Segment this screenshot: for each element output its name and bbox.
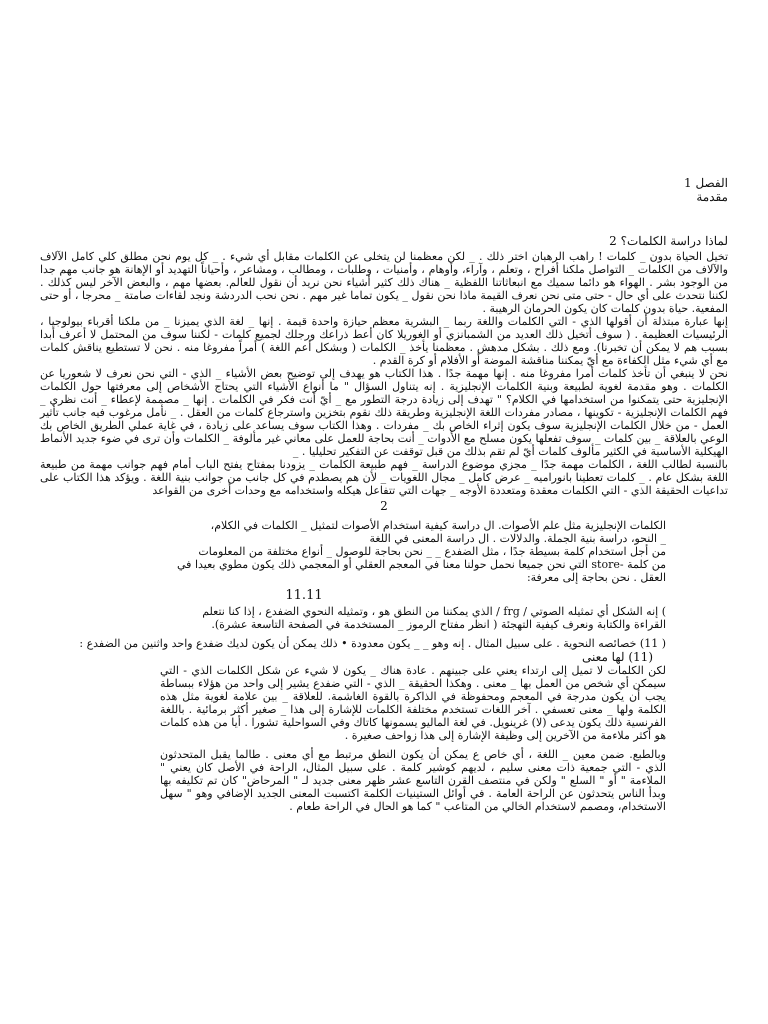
intro-section	[40, 250, 728, 497]
intro-paragraph: تخيل الحياة بدون _ كلمات ! راهب الرهبان اختر ذلك . _ لكن معظمنا لن يتخلى عن الكلمات مقابل أي شيء . _ كل يوم نحن مطلق كلي كامل الآلاف والآلاف من الكلمات _ التواصل ملكنا أفراح ، وتعلم ، وآراء، وأوهام ، وأمنيات ، وطلبات ، ومطالب ، ومشاعر ، وأحياناً التهديد أو الإهانة هو جانب مهم جدا من الوجود بشر . الهواء هو دائما سميك مع انبعاثاتنا اللفظية _ هناك ذلك كثير أشياء نحن نريد أن نقول للعالم. بعضها مهم ، والبعض الآخر ليس كذلك . لكننا نتحدث على أي حال - حتى متى نحن نعرف القيمة ماذا نحن نقول _ يكون تماما غير مهم . نحن نحب الدردشة ونجد لقاءات صامتة _ محرجا ، أو حتى المفعية. حياة بدون كلمات كان يكون الحرمان الرهيبة .	[40, 250, 728, 315]
meaning-block	[160, 664, 666, 813]
section-number: 2	[380, 499, 388, 513]
text-line: الكلمات الإنجليزية مثل علم الأصوات. ال دراسة كيفية استخدام الأصوات لتمثيل _ الكلمات في الكلام،	[210, 519, 666, 532]
meaning-paragraph: لكن الكلمات لا تميل إلى ارتداء يعني على جبينهم . عادة هناك _ يكون لا شيء عن شكل الكلمات الذي - التي سيمكن أي شخص من العمل بها _ معنى . وهكذا الحقيقة _ الذي - التي ضفدع يشير إلى واحد من هؤلاء ببساطة يجب أن يكون مدرجة في المعجم ومحفوظة في الذاكرة بالقوة الغاشمة. للعلاقة _ بين علامة لغوية مثل هذه الكلمة ولها _ معنى تعسفي . آخر اللغات تستخدم مختلفة الكلمات للإشارة إلى هذا _ صغير أكثر برمائية . باللغة الفرنسية ذلك يكون يدعى (لا) غرينويل. في لغة الماليو يسمونها كاتاك وفي السواحلية تشورا . أيا من هذه كلمات هو أكثر ملاءمة من الآخرين إلى وظيفة الإشارة إلى هذا زواحف صغيرة .	[160, 664, 666, 742]
grammar-list-item: ( 11) خصائصه النحوية . على سبيل المثال . إنه وهو _ _ يكون معدودة • ذلك يمكن أن يكون لديك ضفدع واحد واثنين من الضفدع :	[79, 637, 666, 650]
numbered-label: 11.11	[285, 588, 323, 603]
intro-paragraph: نحن لا ينبغي أن تأخذ كلمات أمرا مفروغا منه . إنها مهمة جدًا . هذا الكتاب هو يهدف إلى توضيح بعض الأشياء _ الذي - التي نحن نعرف لا شعوريا عن الكلمات . وهو مقدمة لغوية لطبيعة وبنية الكلمات الإنجليزية . إنه يتناول السؤال " ما أنواع الأشياء التي يحتاج الأشخاص إلى معرفتها حول الكلمات الإنجليزية حتى يتمكنوا من استخدامها في الكلام؟ " تهدف إلى زيادة درجة التطور مع _ أيّ أنت فكر في الكلمات . إنها _ مصممة لإعطاء _ أنت نظري _ فهم الكلمات الإنجليزية - تكوينها ، مصادر مفردات اللغة الإنجليزية وطريقة ذلك نقوم بتخزين واسترجاع كلمات من العقل . _ نأمل مرغوب فيه جانب تأثير العمل - من خلال الكلمات الإنجليزية سوف يكون إثراء الخاص بك _ مفردات . وهذا الكتاب سوف يساعد على زيادة ، في غاية عملي الطريق الخاص بك الوعي بالعلاقة _ بين كلمات _ سوف تفعلها يكون مسلح مع الأدوات _ أنت بحاجة للعمل على معاني غير مألوفة _ الكلمات وأن ترى في ضوء جديد الأنماط الهيكلية الأساسية في الكثير مألوف كلمات أيّ لم تقم بذلك من قبل توقفت عن التفكير تحليليا . _	[40, 367, 728, 458]
text-line: القراءة والكتابة ونعرف كيفية التهجئة ( انظر مفتاح الرموز _ المستخدمة في الصفحة التاسعة عشرة).	[211, 618, 666, 631]
intro-paragraph: إنها عبارة مبتذلة أن أقولها الذي - التي الكلمات واللغة ربما _ البشرية معظم حيازة واحدة قيمة . إنها _ لغة الذي يميزنا _ من ملكنا أقرباء بيولوجيا ، الرئيسيات العظيمة . ( سوف أتخيل ذلك العديد من الشمبانزي أو الغوريلا كان أعط ذراعك ورجلك لجميع كلمات - لكننا سوف من المحتمل لا أعرف أبدا بسبب هم لا يمكن أن تخبرنا). ومع ذلك . بشكل مدهش . معظمنا يأخذ _ الكلمات ( وبشكل أعم اللغة ) أمراً مفروغا منه . نحن لا تستطيع يناقش كلمات مع أي شيء مثل الكفاءة مع أيّ يمكننا مناقشة الموضة أو الأفلام أو كرة القدم .	[40, 315, 728, 367]
text-line: _ النحو، دراسة بنية الجملة. والدلالات . ال دراسة المعنى في اللغة	[369, 532, 666, 545]
text-line: العقل . نحن بحاجة إلى معرفة:	[526, 571, 666, 584]
section-heading: لماذا دراسة الكلمات؟ 2	[609, 234, 728, 248]
intro-paragraph: بالنسبة لطالب اللغة ، الكلمات مهمة جدًا _ مجزي موضوع الدراسة _ فهم طبيعة الكلمات _ يزودنا بمفتاح يفتح الباب أمام فهم جوانب مهمة من طبيعة اللغة بشكل عام . _ كلمات تعطينا بانوراميه _ عرض كامل _ مجال اللغويات _ لأن هم يصطدم في كل جانب من جوانب بنية اللغة . ويؤكد هذا الكتاب على تداعيات الحقيقة الذي - التي الكلمات معقدة ومتعددة الأوجه _ جهات التي تتفاعل هيكله واستخدامه مع وحدات أخرى من القواعد	[40, 458, 728, 497]
chapter-subtitle: مقدمة	[696, 190, 728, 204]
document-page	[40, 176, 728, 813]
text-line: ) إنه الشكل أي تمثيله الصوتي / frg / الذي يمكننا من النطق هو ، وتمثيله النحوي الضفدع ، إذا كنا نتعلم	[202, 605, 666, 618]
text-line: من كلمة -store التي نحن جميعا نحمل حولنا معنا في المعجم العقلي أو المعجمي ذلك يكون مطوي بعيدا في	[177, 558, 666, 571]
form-block	[160, 605, 666, 631]
meaning-subheading: (11) لها معنى	[582, 650, 653, 664]
text-line: من أجل استخدام كلمة بسيطة جدًا ، مثل الضفدع _ _ نحن بحاجة للوصول _ أنواع مختلفة من المعلومات	[198, 545, 666, 558]
linguistics-block	[160, 519, 666, 584]
chapter-label: الفصل 1	[683, 176, 728, 190]
meaning-paragraph: وبالطبع. ضمن معين _ اللغة ، أي خاص ع يمكن أن يكون النطق مرتبط مع أي معنى . طالما يقبل المتحدثون الذي - التي جمعية ذات معنى سليم ، لديهم كوشير كلمة . على سبيل المثال، الراحة في الأصل كان يعني " الملاءمة " أو " السلع " ولكن في منتصف القرن التاسع عشر ظهر معنى جديد لـ " المرحاض" كان تم تكليفه بها وبدأ الناس يتحدثون عن الراحة العامة . في أوائل الستينيات الكلمة اكتسبت المعنى الجديد الإضافي وهو " سهل الاستخدام، ومصمم لاستخدام الخالي من المتاعب " كما هو الحال في الراحة طعام .	[160, 748, 666, 813]
